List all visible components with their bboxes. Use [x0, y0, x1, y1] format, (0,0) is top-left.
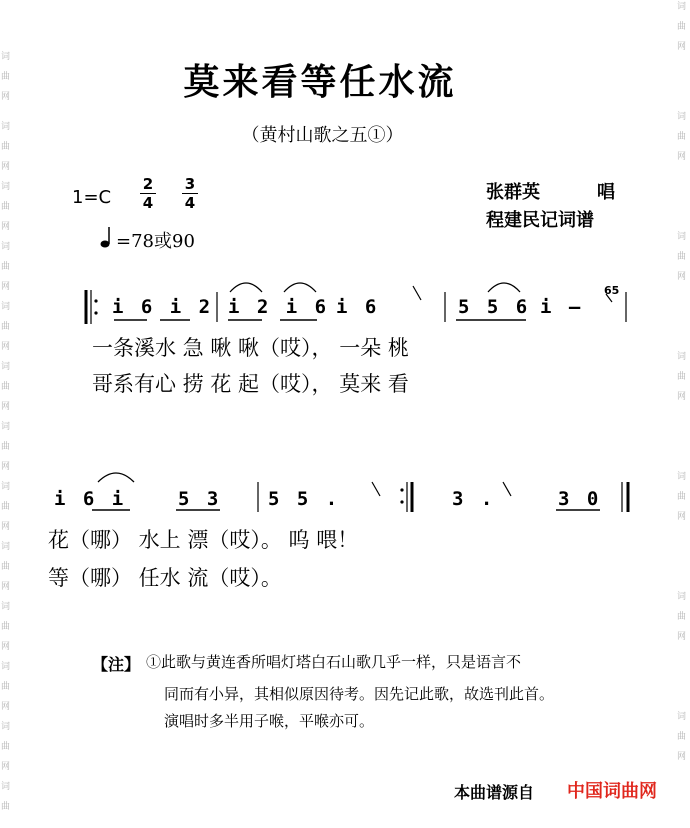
recorder-credit: 程建民记词谱 — [486, 210, 594, 231]
watermark-char: 词 — [677, 352, 687, 362]
annotation-line-2: 同而有小异，其相似原因待考。因先记此歌，故选刊此首。 — [164, 685, 555, 703]
watermark-char: 曲 — [1, 502, 11, 512]
watermark-char: 网 — [1, 582, 11, 592]
notes-bar-4b: 5 3 — [178, 488, 222, 510]
watermark-char: 网 — [677, 272, 687, 282]
site-link[interactable]: 中国词曲网 — [567, 781, 657, 802]
watermark-char: 词 — [1, 362, 11, 372]
watermark-char: 词 — [1, 722, 11, 732]
watermark-char: 网 — [677, 42, 687, 52]
time-signature-3-4 — [182, 176, 198, 211]
watermark-char: 词 — [1, 602, 11, 612]
watermark-char: 网 — [1, 702, 11, 712]
watermark-char: 网 — [677, 152, 687, 162]
watermark-char: 曲 — [1, 72, 11, 82]
notes-bar-6: 3 . — [452, 488, 496, 510]
annotation-line-1: ①此歌与黄连香所唱灯塔白石山歌几乎一样，只是语言不 — [146, 653, 522, 671]
watermark-char: 词 — [677, 712, 687, 722]
watermark-char: 网 — [1, 92, 11, 102]
annotation-label: 【注】 — [92, 655, 141, 674]
key-signature: 1=C — [72, 187, 112, 208]
watermark-char: 网 — [1, 642, 11, 652]
notes-bar-4: i 6 i — [54, 488, 127, 510]
watermark-char: 曲 — [677, 732, 687, 742]
watermark-char: 网 — [677, 752, 687, 762]
tempo-marking: =78或90 — [116, 231, 195, 252]
watermark-char: 词 — [677, 592, 687, 602]
watermark-char: 词 — [1, 662, 11, 672]
watermark-char: 曲 — [677, 132, 687, 142]
meter-top: 2 — [142, 175, 154, 193]
watermark-char: 网 — [677, 632, 687, 642]
watermark-char: 曲 — [677, 492, 687, 502]
watermark-char: 网 — [677, 512, 687, 522]
meter-bottom: 4 — [184, 194, 196, 212]
watermark-char: 词 — [1, 782, 11, 792]
watermark-char: 曲 — [1, 682, 11, 692]
watermark-char: 词 — [1, 302, 11, 312]
watermark-char: 网 — [1, 522, 11, 532]
grace-notes: 65 — [604, 284, 620, 297]
lyrics-line-1-verse-2: 哥系有心 捞 花 起（哎）， 莫来 看 — [92, 372, 409, 396]
watermark-char: 词 — [677, 112, 687, 122]
watermark-char: 曲 — [1, 202, 11, 212]
watermark-char: 词 — [677, 2, 687, 12]
watermark-char: 曲 — [1, 802, 11, 812]
watermark-char: 网 — [1, 402, 11, 412]
meter-bottom: 4 — [142, 194, 154, 212]
watermark-char: 曲 — [677, 612, 687, 622]
meter-top: 3 — [184, 175, 196, 193]
quarter-note-icon — [100, 226, 114, 250]
lyrics-line-1-verse-1: 一条溪水 急 啾 啾（哎）， 一朵 桃 — [92, 336, 409, 360]
watermark-char: 网 — [1, 762, 11, 772]
watermark-char: 曲 — [1, 142, 11, 152]
watermark-char: 网 — [677, 392, 687, 402]
watermark-right — [676, 0, 690, 828]
watermark-char: 曲 — [677, 22, 687, 32]
watermark-char: 网 — [1, 342, 11, 352]
notes-bar-1: i 6 i 2 — [112, 296, 214, 318]
watermark-char: 词 — [677, 232, 687, 242]
watermark-char: 词 — [1, 482, 11, 492]
page-subtitle: （黄村山歌之五①） — [241, 125, 404, 146]
watermark-char: 词 — [1, 242, 11, 252]
singer-role: 唱 — [597, 182, 615, 203]
notes-bar-7: 3 0 — [558, 488, 602, 510]
singer-name: 张群英 — [486, 182, 540, 203]
notes-bar-2a: i 2 i 6 — [228, 296, 330, 318]
watermark-char: 网 — [1, 162, 11, 172]
notes-bar-5: 5 5 . — [268, 488, 341, 510]
watermark-char: 词 — [1, 542, 11, 552]
watermark-char: 网 — [1, 462, 11, 472]
watermark-char: 曲 — [1, 322, 11, 332]
source-label: 本曲谱源自 — [454, 783, 535, 802]
watermark-char: 词 — [1, 122, 11, 132]
watermark-char: 网 — [1, 282, 11, 292]
lyrics-line-2-verse-2: 等（哪） 任水 流（哎）。 — [48, 566, 282, 590]
watermark-char: 词 — [1, 52, 11, 62]
watermark-char: 词 — [1, 422, 11, 432]
notes-bar-2b: i 6 — [336, 296, 380, 318]
watermark-char: 曲 — [1, 742, 11, 752]
watermark-char: 曲 — [1, 262, 11, 272]
watermark-char: 网 — [1, 222, 11, 232]
notes-bar-3: 5 5 6 — [458, 296, 531, 318]
watermark-char: 词 — [677, 472, 687, 482]
annotation-line-3: 演唱时多半用子喉，平喉亦可。 — [164, 712, 375, 730]
watermark-char: 曲 — [1, 562, 11, 572]
watermark-char: 曲 — [677, 252, 687, 262]
watermark-char: 词 — [1, 182, 11, 192]
notes-bar-3b: i – — [540, 296, 584, 318]
watermark-char: 曲 — [677, 372, 687, 382]
page-title: 莫来看等任水流 — [183, 62, 457, 103]
watermark-char: 曲 — [1, 442, 11, 452]
lyrics-line-2-verse-1: 花（哪） 水上 漂（哎）。 呜 喂！ — [48, 528, 359, 552]
time-signature-2-4 — [140, 176, 156, 211]
watermark-char: 曲 — [1, 382, 11, 392]
watermark-char: 曲 — [1, 622, 11, 632]
